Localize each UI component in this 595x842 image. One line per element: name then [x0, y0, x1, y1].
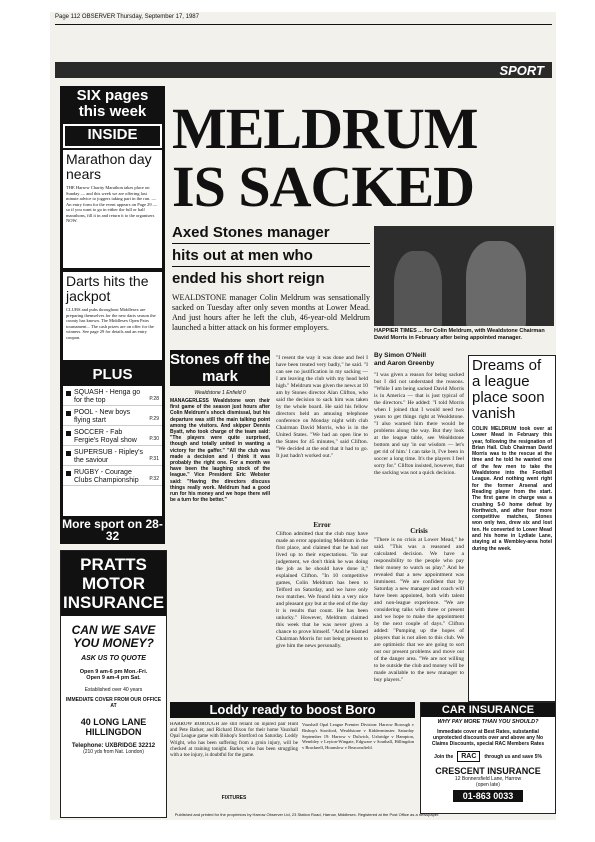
car-tag: WHY PAY MORE THAN YOU SHOULD? — [437, 719, 539, 725]
dreams-box — [468, 355, 556, 702]
car-open: (open late) — [476, 782, 500, 788]
pratts-established: Established over 40 years — [84, 687, 143, 693]
photo-caption: HAPPIER TIMES ... for Colin Meldrum, with Wealdstone Chairman David Morris in February after being appointed manager. — [374, 328, 545, 341]
plus-item-label: SQUASH - Henga go for the top — [74, 389, 141, 404]
car-address: 12 Bonnersfield Lane, Harrow — [454, 776, 522, 782]
car-insurance-ad — [420, 702, 556, 814]
fixtures-head: FIXTURES — [221, 795, 247, 801]
car-through: through us and save 5% — [484, 753, 542, 760]
marathon-copy: THE Harrow Charity Marathon takes place on Sunday — and this week we are offering last minute advice to joggers taking part in the run. — An entry form for the event appears on Page 29 — so if you want to go in either the full or half marathons, fill it in and return it to the organisers NOW. — [66, 185, 158, 223]
fixtures-copy: Vauxhall Opal League Premier Division: Harrow Borough v Bishop's Stortford, Wealdstone v Kidderminster. Saturday September 19: Harrow v Dulwich, Uxbridge v Hampton, Wembley v Leyton-Wingate, Edgware v Southall, Hillingdon v Bracknell, Hounslow v Beaconsfield. — [302, 722, 414, 751]
more-sport-label: More sport on 28-32 — [62, 517, 163, 543]
this-week-title: this week — [78, 103, 147, 120]
plus-item — [63, 446, 162, 466]
bullet-square-icon — [66, 411, 71, 416]
story-col2b: Clifton admitted that the club may have made an error appointing Meldrum in the first place, and claimed that he had not lived up to their expectations. "In our judgement, we don't think he was doing the job as he should have done it," explained Clifton. "In 10 competitive games, Colin Meldrum has been to Telford on Saturday, and we have only two matches. We found him a very nice and pleasant guy but at the end of the day it is results that count. He has been unlucky." However, Meldrum claimed this week that he was never given a chance to prove himself. "And he blamed Chairman Morris for not being present to give him the news personally. — [276, 531, 368, 649]
darts-headline: Darts hits the jackpot — [66, 273, 149, 304]
subhead-rule2 — [172, 266, 370, 267]
plus-item-page: P.31 — [149, 456, 159, 462]
loddy-copy: HARROW BOROUGH are still reliant on injured pair Hunt and Pete Barker, and Richard Dixon for their home Vauxhall Opal League game with Bishop's Stortford on Saturday. Loddy Wright, who has been suffering from a groin injury, will be checked at training tonight. Barker, who has been struggling with a toe injury, is doubtful for the game. — [170, 722, 298, 759]
story-col3: "I was given a reason for being sacked but I did not understand the reasons. "While I am being sacked David Morris is in America — that is just typical of the directors." He added: "I told Morris when I joined that I would need two years to get things right at Wealdstone. "I also warned him there would be problems along the way. But they look at the league table, see Wealdstone bottom and say 'in our wisdom — let's get rid of him.' I can take it, I've been in soccer a long time. It's the players I feel sorry for." Clifton insisted, however, that the sacking was not a quick decision. — [374, 372, 464, 476]
imprint-footer: Published and printed for the proprietors by Harrow Observer Ltd, 23 Station Road, Harrow, Middlesex. Registered at the Post Office as a newspaper. — [174, 812, 440, 817]
bullet-square-icon — [66, 431, 71, 436]
inside-panel — [60, 86, 165, 544]
pratts-address2: HILLINGDON — [85, 727, 142, 737]
sport-label: SPORT — [499, 63, 544, 78]
pratts-immediate: IMMEDIATE COVER FROM OUR OFFICE AT — [65, 697, 162, 709]
car-join: Join the — [434, 753, 454, 760]
bullet-square-icon — [66, 451, 71, 456]
dreams-headline: Dreams of a league place soon vanish — [472, 357, 545, 422]
byline2: and Aaron Greenby — [374, 360, 435, 367]
car-title: CAR INSURANCE — [421, 703, 555, 717]
plus-item-page: P.28 — [149, 396, 159, 402]
inside-label: INSIDE — [87, 126, 138, 143]
plus-label: PLUS — [92, 366, 133, 383]
story-col2: "I resent the way it was done and feel I have been treated very badly," he said. "I can see no justification in my sacking — I am leaving the club with my head held high." Meldrum was given the news at 10 am by Stones director Alan Clifton, who said the decision to sack him was taken by the whole board. He said his fellow directors held an amusing telephone conference on Monday night with club Chairman David Morris, who is in the United States. "We had an open line to the States for 45 minutes," said Clifton. "We decided at the end that it had to go. It just hadn't worked out." — [276, 355, 368, 459]
sport-banner — [55, 62, 552, 78]
pratts-save: CAN WE SAVE YOU MONEY? — [71, 623, 156, 650]
folio-line: Page 112 OBSERVER Thursday, September 17, 1987 — [55, 14, 199, 20]
plus-item-label: POOL - New boys flying start — [74, 409, 131, 424]
plus-item-page: P.29 — [149, 416, 159, 422]
bullet-square-icon — [66, 391, 71, 396]
subhead-rule1 — [172, 243, 370, 244]
stones-headline: Stones off the mark — [170, 351, 270, 385]
error-crosshead: Error — [313, 521, 331, 529]
stones-copy: MANAGERLESS Wealdstone won their first game of the season just hours after Colin Meldrum's shock dismissal, but his departure was still the main talking point among the visitors. And skipper Dennis Byatt, who took charge of the team said: "The players were quite surprised, though and totally united in wanting a victory for the gaffer." "All the club was made a decision and I think it was probably the right one. For a month we have been the laughing stock of the league." Vice President Eric Webster said: "Having the directors discuss things really work. Meldrum had a good run for his money and we hope there will be a turn for the better." — [170, 398, 270, 504]
darts-box — [63, 272, 162, 360]
darts-copy: CLUBS and pubs throughout Middlesex are preparing themselves for the new darts season the county has known. The Middlesex Open Pairs tournament... The cash prizes are on offer for the winners. See page 29 for details and an entry coupon. — [66, 307, 156, 340]
marathon-headline: Marathon day nears — [66, 151, 152, 182]
plus-item — [63, 386, 162, 406]
loddy-header — [170, 702, 415, 718]
plus-item — [63, 406, 162, 426]
plus-item-label: SOCCER - Fab Fergie's Royal show — [74, 429, 137, 444]
bullet-square-icon — [66, 471, 71, 476]
pratts-address1: 40 LONG LANE — [80, 717, 147, 727]
crisis-crosshead: Crisis — [410, 527, 428, 535]
six-pages-title: SIX pages — [76, 87, 149, 104]
pratts-hours1: Open 9 am-6 pm Mon.-Fri. — [79, 669, 148, 675]
marathon-box — [63, 150, 162, 268]
stones-kicker: Wealdstone 1 Enfield 0 — [194, 390, 246, 396]
dreams-copy: COLIN MELDRUM took over at Lower Mead in February this year, following the resignation of Brian Hall. Club Chairman David Morris was to the rescue at the time and he told he wanted one of the few men to take the Wealdstone into the Football League. And nothing went right for the former Arsenal and Reading player from the start. The first game in charge was a crushing 5-0 home defeat by Northwich, and after four more competitive matches, Stones won only two, drew six and lost ten. He converted to Lower Mead and his home in Lydiate Lane, staying at a Wembley-area hotel during the week. — [472, 426, 552, 552]
meldrum-photo — [374, 226, 554, 326]
plus-item — [63, 426, 162, 446]
pratts-ad — [60, 550, 167, 818]
intro-paragraph: WEALDSTONE manager Colin Meldrum was sensationally sacked on Tuesday after only seven months at Lower Mead. And just hours after he left the club, 46-year-old Meldrum launched a bitter attack on his former employers. — [172, 293, 370, 332]
plus-list — [63, 386, 162, 516]
car-phone: 01-863 0033 — [453, 790, 523, 802]
loddy-headline: Loddy ready to boost Boro — [209, 702, 376, 717]
story-col3b: "There is no crisis at Lower Mead," he said. "This was a reasoned and calculated decision. We have a responsibility to the people who pay their money to watch us play." And he revealed that a new appointment was imminent. "We are confident that by Saturday a new manager and coach will have been appointed, both with talent and non-league experience. "We are considering talks with three or present and we hope to make the appointment by the next couple of days." Clifton added: "Pumping up the hopes of players that is not alien to this club. We are optimistic that we are going to sort out our present problems and move out of the danger area. "We are not willing to be outside the club and money will be made available to the new manager to buy players." — [374, 537, 464, 683]
byline1: By Simon O'Neill — [374, 352, 427, 359]
subhead-line2: hits out at men who — [172, 247, 313, 264]
car-copy: Immediate cover at Best Rates, substantial unprotected discounts over and above any No Claims Discounts, special RAC Members Rates — [431, 729, 545, 747]
plus-item — [63, 466, 162, 486]
car-company: CRESCENT INSURANCE — [435, 766, 541, 776]
pratts-phone-note: (210 yds from Nat. London) — [83, 749, 144, 755]
pratts-phone: Telephone: UXBRIDGE 32212 — [71, 743, 156, 749]
stones-header-box — [170, 350, 270, 386]
plus-item-page: P.30 — [149, 436, 159, 442]
subhead-line3: ended his short reign — [172, 270, 325, 287]
top-rule — [55, 24, 552, 25]
pratts-title: PRATTS MOTOR INSURANCE — [61, 551, 166, 616]
rac-logo: RAC — [457, 751, 480, 762]
plus-item-label: RUGBY - Courage Clubs Championship — [74, 469, 139, 484]
subhead-line1: Axed Stones manager — [172, 224, 330, 241]
pratts-ask: ASK US TO QUOTE — [81, 655, 146, 662]
headline-line1: MELDRUM — [172, 96, 478, 161]
headline-line2: IS SACKED — [172, 154, 475, 219]
pratts-hours2: Open 9 am-4 pm Sat. — [86, 675, 141, 681]
plus-item-label: SUPERSUB - Ripley's the saviour — [74, 449, 144, 464]
plus-item-page: P.32 — [149, 476, 159, 482]
